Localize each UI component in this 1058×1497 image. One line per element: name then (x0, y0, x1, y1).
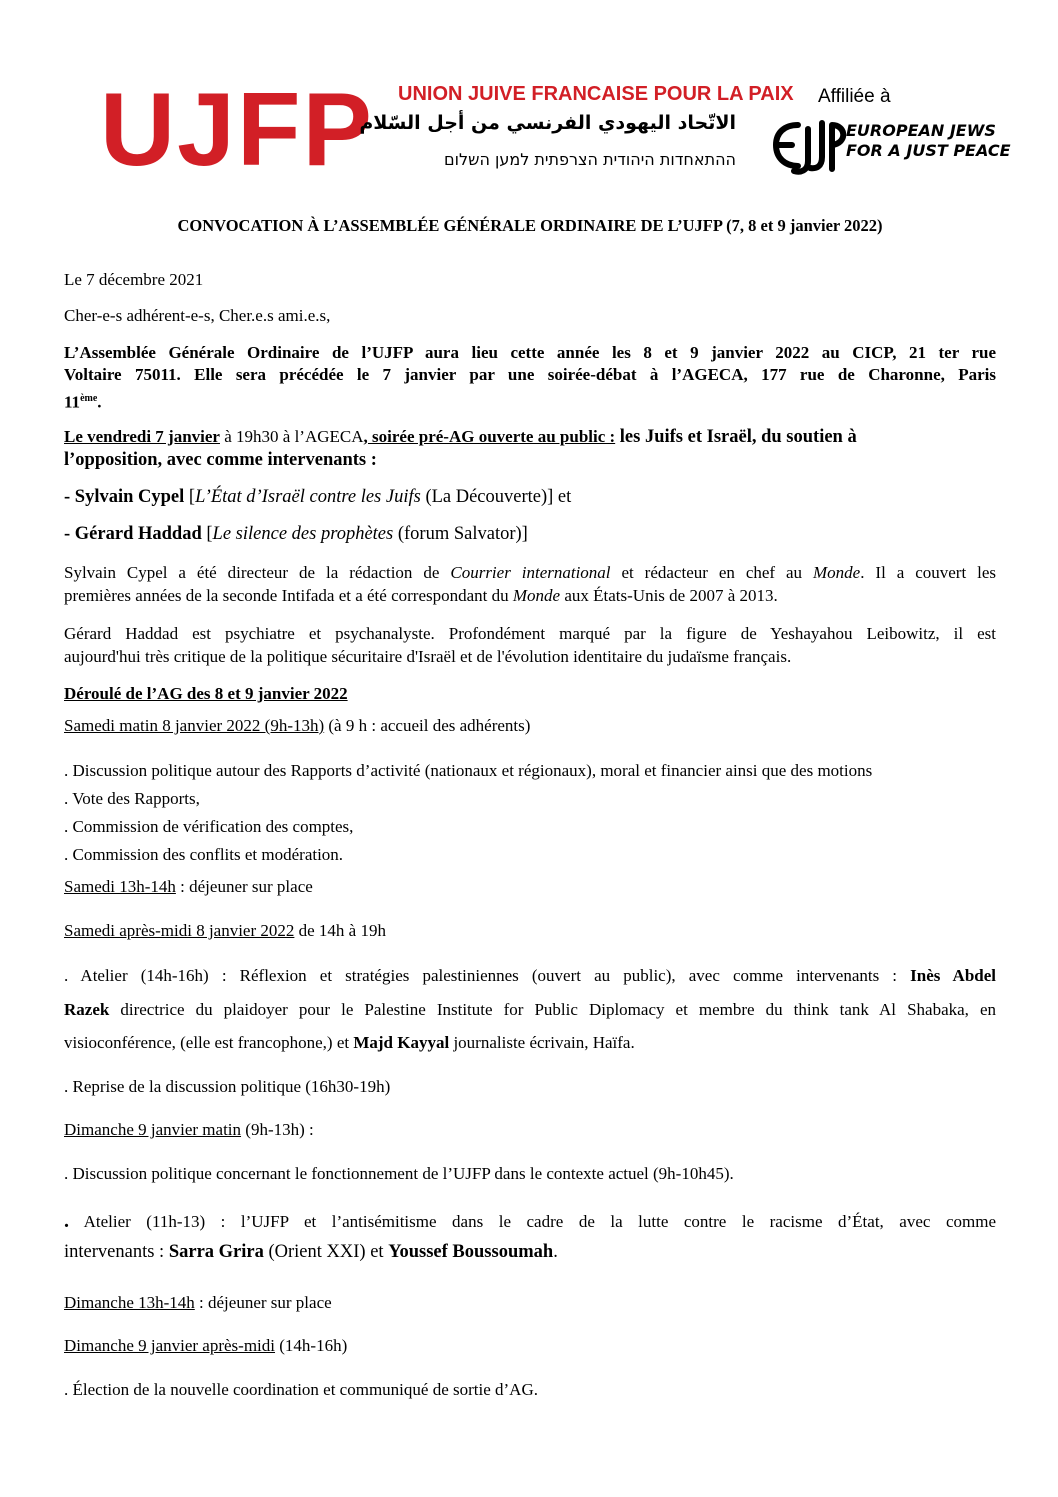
sunday-discussion: . Discussion politique concernant le fonctionnement de l’UJFP dans le contexte actuel (9h-10h45). (64, 1164, 734, 1183)
speaker-name: Sarra Grira (168, 1242, 264, 1262)
speaker-bracket: [ (201, 524, 213, 544)
friday-venue: à 19h30 à l’AGECA (219, 427, 364, 446)
ejjp-tagline (846, 121, 1011, 161)
cypel-bio-line-1 (64, 563, 996, 583)
section-label: Samedi après-midi 8 janvier 2022 (64, 921, 295, 940)
bio-text: premières années de la seconde Intifada et a été correspondant du (64, 586, 513, 605)
friday-event-type: , soirée pré-AG ouverte au public : (363, 427, 616, 446)
affiliation-label: Affiliée à (818, 86, 891, 107)
intro-line-1 (64, 343, 996, 363)
intro-period: . (97, 392, 102, 412)
intro-superscript: ème (80, 393, 98, 404)
atelier-text: intervenants : (64, 1242, 169, 1262)
intro-text-1: L’Assemblée Générale Ordinaire de l’UJFP aura lieu cette année les 8 et 9 janvier 2022 au CICP, 21 ter rue (64, 343, 996, 362)
cypel-bio-line-2 (64, 586, 778, 606)
section-note: : déjeuner sur place (175, 877, 313, 896)
atelier-text: Atelier (11h-13) : l’UJFP et l’antisémitisme dans le cadre de la lutte contre le racisme d’État, avec comme (69, 1212, 996, 1231)
sunday-morning-heading (64, 1120, 314, 1140)
intro-text-2: Voltaire 75011. Elle sera précédée le 7 janvier par une soirée-débat à l’AGECA, 177 rue de Charonne, Paris (64, 365, 996, 384)
friday-line-2: l’opposition, avec comme intervenants : (64, 450, 377, 470)
atelier-text: . (553, 1242, 558, 1262)
section-label: Samedi matin 8 janvier 2022 (9h-13h) (64, 716, 325, 735)
saturday-atelier-line-2 (64, 1000, 996, 1020)
atelier-text: visioconférence, (elle est francophone,) et (64, 1033, 354, 1052)
sunday-election: . Élection de la nouvelle coordination et communiqué de sortie d’AG. (64, 1380, 538, 1399)
ejjp-line-1: EUROPEAN JEWS (846, 121, 996, 140)
ejjp-line-2: FOR A JUST PEACE (846, 141, 1011, 160)
friday-topic: les Juifs et Israël, du soutien à (615, 427, 857, 447)
bio-text: Gérard Haddad est psychiatre et psychanalyste. Profondément marqué par la figure de Yeshayahou Leibowitz, il est (64, 624, 996, 643)
bio-text: Sylvain Cypel a été directeur de la rédaction de (64, 563, 451, 582)
speaker-name: Sylvain Cypel (74, 487, 185, 507)
document-title: CONVOCATION À L’ASSEMBLÉE GÉNÉRALE ORDINAIRE DE L’UJFP (7, 8 et 9 janvier 2022) (177, 216, 883, 235)
org-name-arabic: الاتّحاد اليهودي الفرنسي من أجل السّلام (359, 112, 736, 134)
atelier-text: journaliste écrivain, Haïfa. (449, 1033, 635, 1052)
speaker-bracket: [ (184, 487, 196, 507)
saturday-reprise: . Reprise de la discussion politique (16h30-19h) (64, 1077, 391, 1096)
atelier-bullet: . (64, 1210, 69, 1232)
speaker-name: Majd Kayyal (353, 1033, 450, 1052)
ujfp-logo: UJFP (100, 72, 374, 188)
friday-line-1 (64, 427, 857, 447)
speaker-haddad (64, 524, 528, 544)
speaker-name: Youssef Boussoumah (388, 1242, 554, 1262)
haddad-bio-line-2: aujourd'hui très critique de la politique sécuritaire d'Israël et de l'évolution identitaire du judaïsme français. (64, 647, 792, 666)
saturday-afternoon-heading (64, 921, 386, 941)
saturday-morning-heading (64, 716, 530, 736)
section-note: (à 9 h : accueil des adhérents) (324, 716, 531, 735)
saturday-lunch (64, 877, 313, 897)
speaker-publisher: (La Découverte)] et (420, 487, 572, 507)
intro-line-3 (64, 389, 102, 413)
bio-italic: Monde (512, 586, 561, 605)
section-label: Dimanche 13h-14h (64, 1293, 195, 1312)
bio-italic: Monde (813, 563, 861, 582)
org-name-hebrew: ההתאחדות היהודית הצרפתית למען השלום (444, 150, 736, 169)
saturday-atelier-line-3 (64, 1033, 635, 1053)
atelier-text: (Orient XXI) et (263, 1242, 389, 1262)
haddad-bio-line-1 (64, 624, 996, 644)
section-label: Samedi 13h-14h (64, 877, 176, 896)
intro-text-3: 11 (64, 392, 81, 412)
greeting: Cher-e-s adhérent-e-s, Cher.e.s ami.e.s, (64, 306, 331, 325)
speaker-dash: - (64, 487, 75, 507)
list-item: . Discussion politique autour des Rapports d’activité (nationaux et régionaux), moral et financier ainsi que des motions (64, 761, 873, 780)
bio-text: aux États-Unis de 2007 à 2013. (560, 586, 778, 605)
speaker-dash: - (64, 524, 75, 544)
sunday-afternoon-heading (64, 1336, 347, 1356)
agenda-heading: Déroulé de l’AG des 8 et 9 janvier 2022 (64, 684, 348, 703)
sunday-atelier-line-1 (64, 1211, 996, 1232)
friday-date: Le vendredi 7 janvier (64, 427, 220, 446)
bio-text: . Il a couvert les (860, 563, 997, 582)
speaker-publisher: (forum Salvator)] (393, 524, 528, 544)
atelier-text: directrice du plaidoyer pour le Palestine Institute for Public Diplomacy et membre du think tank Al Shabaka, en (109, 1000, 996, 1019)
atelier-text: . Atelier (14h-16h) : Réflexion et stratégies palestiniennes (ouvert au public), avec comme intervenants : (64, 966, 911, 985)
section-note: : déjeuner sur place (194, 1293, 332, 1312)
speaker-book: Le silence des prophètes (212, 524, 394, 544)
list-item: . Vote des Rapports, (64, 789, 200, 808)
saturday-atelier-line-1 (64, 966, 996, 986)
sunday-lunch (64, 1293, 332, 1313)
speaker-name: Gérard Haddad (74, 524, 202, 544)
section-note: de 14h à 19h (294, 921, 386, 940)
speaker-book: L’État d’Israël contre les Juifs (195, 487, 421, 507)
document-date: Le 7 décembre 2021 (64, 270, 204, 289)
speaker-cypel (64, 487, 571, 507)
bio-italic: Courrier international (450, 563, 611, 582)
sunday-atelier-line-2 (64, 1242, 558, 1262)
section-note: (9h-13h) : (241, 1120, 314, 1139)
section-label: Dimanche 9 janvier après-midi (64, 1336, 276, 1355)
intro-line-2 (64, 365, 996, 385)
bio-text: et rédacteur en chef au (610, 563, 813, 582)
org-name-french: UNION JUIVE FRANCAISE POUR LA PAIX (398, 83, 794, 105)
section-label: Dimanche 9 janvier matin (64, 1120, 242, 1139)
section-note: (14h-16h) (275, 1336, 348, 1355)
speaker-name: Inès Abdel (910, 966, 997, 985)
list-item: . Commission de vérification des comptes, (64, 817, 354, 836)
list-item: . Commission des conflits et modération. (64, 845, 344, 864)
speaker-name: Razek (64, 1000, 110, 1019)
